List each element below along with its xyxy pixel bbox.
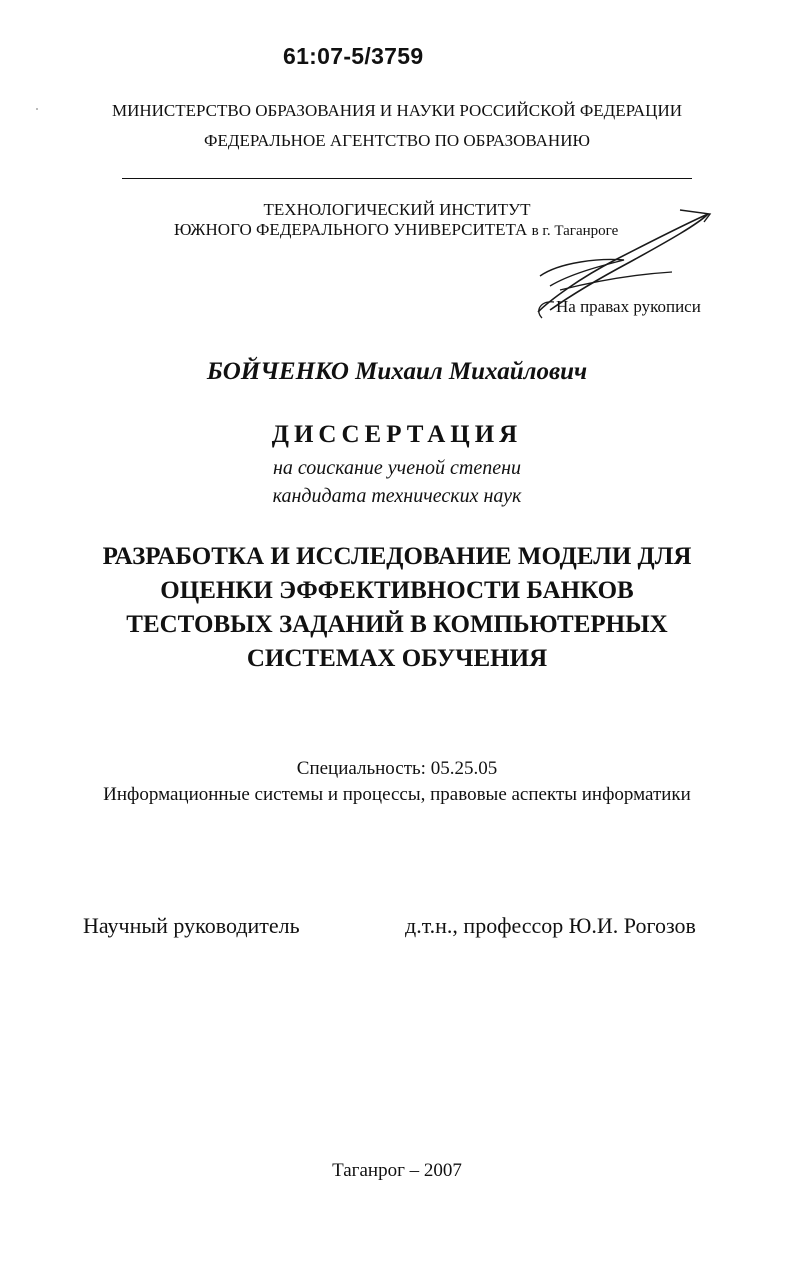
title-line-3: ТЕСТОВЫХ ЗАДАНИЙ В КОМПЬЮТЕРНЫХ (126, 611, 668, 638)
title-line-4: СИСТЕМАХ ОБУЧЕНИЯ (246, 645, 548, 672)
institution-city: в г. Таганроге (531, 223, 619, 239)
supervisor-name: д.т.н., профессор Ю.И. Рогозов (405, 913, 696, 938)
degree-line-1: на соискание ученой степени (272, 457, 522, 479)
institution-name: ЮЖНОГО ФЕДЕРАЛЬНОГО УНИВЕРСИТЕТА (174, 220, 528, 239)
place-year: Таганрог – 2007 (332, 1160, 462, 1181)
degree-line-2: кандидата технических наук (272, 485, 522, 507)
specialty-name: Информационные системы и процессы, правовые аспекты информатики (103, 784, 691, 805)
institution-line-1: ТЕХНОЛОГИЧЕСКИЙ ИНСТИТУТ (263, 200, 531, 219)
header-divider (122, 178, 692, 179)
archive-code: 61:07-5/3759 (283, 43, 424, 69)
document-type: ДИССЕРТАЦИЯ (271, 421, 523, 448)
supervisor-label: Научный руководитель (83, 913, 300, 938)
author-name: БОЙЧЕНКО Михаил Михайлович (206, 358, 588, 385)
specialty-code: Специальность: 05.25.05 (296, 758, 498, 779)
title-line-2: ОЦЕНКИ ЭФФЕКТИВНОСТИ БАНКОВ (160, 577, 634, 604)
title-line-1: РАЗРАБОТКА И ИССЛЕДОВАНИЕ МОДЕЛИ ДЛЯ (102, 543, 692, 570)
agency-name: ФЕДЕРАЛЬНОЕ АГЕНТСТВО ПО ОБРАЗОВАНИЮ (204, 131, 590, 150)
ministry-name: МИНИСТЕРСТВО ОБРАЗОВАНИЯ И НАУКИ РОССИЙСКОЙ ФЕДЕРАЦИИ (111, 101, 683, 120)
manuscript-note: На правах рукописи (556, 297, 701, 316)
